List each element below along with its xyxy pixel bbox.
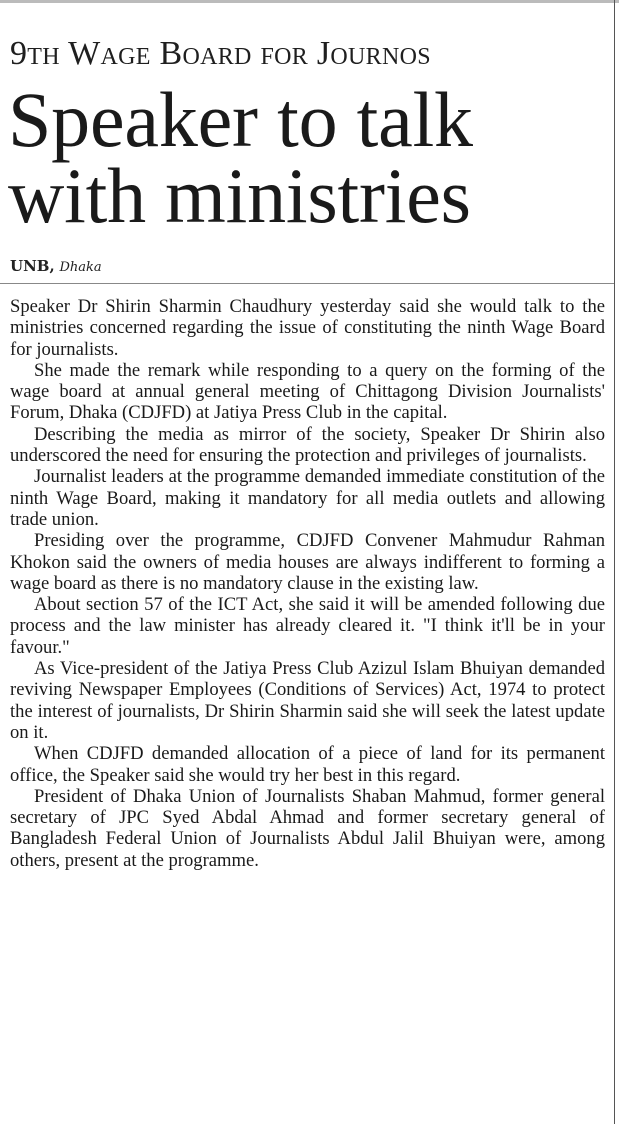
byline	[10, 256, 410, 278]
byline-place: Dhaka	[59, 260, 102, 275]
kicker: 9th Wage Board for Journos	[10, 35, 431, 72]
paragraph: Describing the media as mirror of the society, Speaker Dr Shirin also underscored the need for ensuring the protection and privileges of journalists.	[10, 423, 605, 467]
paragraph: Journalist leaders at the programme demanded immediate constitution of the ninth Wage Board, making it mandatory for all media outlets and allowing trade union.	[10, 466, 605, 530]
byline-divider	[0, 283, 614, 284]
headline	[8, 76, 608, 239]
byline-agency: UNB,	[10, 257, 55, 275]
headline-line-2: with ministries	[8, 152, 471, 239]
headline-line-1: Speaker to talk	[8, 76, 473, 163]
paragraph: President of Dhaka Union of Journalists Shaban Mahmud, former general secretary of JPC Syed Abdal Ahmad and former secretary general of Bangladesh Federal Union of Journalists Abdul Jalil Bhuiyan were, among others, present at the programme.	[10, 785, 605, 871]
column-rule	[614, 0, 615, 1124]
top-rule	[0, 0, 619, 3]
article-body	[10, 296, 605, 871]
paragraph: Speaker Dr Shirin Sharmin Chaudhury yesterday said she would talk to the ministries concerned regarding the issue of constituting the ninth Wage Board for journalists.	[10, 296, 605, 360]
paragraph: As Vice-president of the Jatiya Press Club Azizul Islam Bhuiyan demanded reviving Newspaper Employees (Conditions of Services) Act, 1974 to protect the interest of journalists, Dr Shirin Sharmin said she will seek the latest update on it.	[10, 658, 605, 743]
paragraph: Presiding over the programme, CDJFD Convener Mahmudur Rahman Khokon said the owners of media houses are always indifferent to forming a wage board as there is no mandatory clause in the existing law.	[10, 530, 605, 594]
paragraph: About section 57 of the ICT Act, she said it will be amended following due process and the law minister has already cleared it. "I think it'll be in your favour."	[10, 594, 605, 658]
paragraph: She made the remark while responding to a query on the forming of the wage board at annual general meeting of Chittagong Division Journalists' Forum, Dhaka (CDJFD) at Jatiya Press Club in the capital.	[10, 359, 605, 424]
paragraph: When CDJFD demanded allocation of a piece of land for its permanent office, the Speaker said she would try her best in this regard.	[10, 743, 605, 786]
